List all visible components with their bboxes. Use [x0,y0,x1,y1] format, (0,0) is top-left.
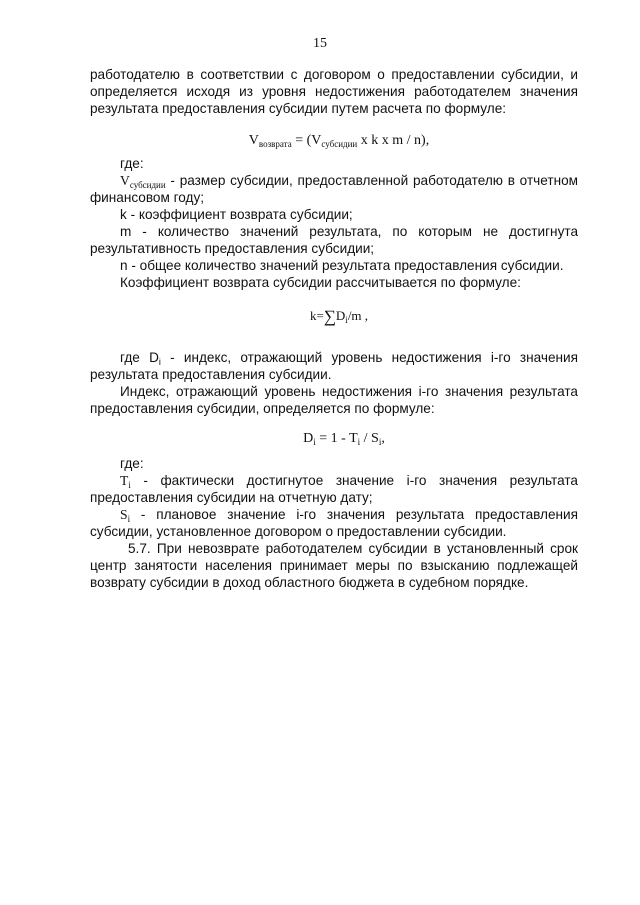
paragraph-line: работодателю в соответствии с договором о предоставлении субсидии, и [90,67,578,82]
symbol: V [120,173,130,188]
index-paragraph-line: предоставления субсидии, определяется по формуле: [90,401,435,416]
formula-index [90,430,578,447]
symbol: T [120,473,129,488]
definition-text: - плановое значение i-го значения результата предоставления [130,507,578,522]
formula-subscript: возврата [258,139,292,149]
where-label: где: [120,456,144,471]
formula-part: k= [309,308,324,323]
definition-m-line: m - количество значений результата, по которым не достигнута [120,224,578,239]
formula-part: / S [360,431,379,446]
definition-text: - индекс, отражающий уровень недостижения i-го значения [160,350,578,365]
formula-subscript: i [357,437,361,447]
clause-5-7-line: возврату субсидии в доход областного бюджета в судебном порядке. [90,575,529,590]
symbol-subscript: i [158,357,161,367]
definition-text: - размер субсидии, предоставленной работодателю в отчетном финансовом году; [90,173,578,205]
formula-return-volume [90,132,578,149]
definition-s-line [90,506,578,523]
index-paragraph-line: Индекс, отражающий уровень недостижения i-го значения результата [120,384,578,399]
definition-di-line: результата предоставления субсидии. [90,367,332,382]
sum-sign: ∑ [323,307,336,326]
document-body [90,66,578,591]
formula-part: V [248,133,259,148]
clause-5-7-line: центр занятости населения принимает меры по взысканию подлежащей [90,558,578,573]
definition-v-subsidy [90,172,578,206]
definition-t-line [90,472,578,489]
formula-part: D [335,308,346,323]
formula-subscript: i [378,437,382,447]
definition-m-line: результативность предоставления субсидии; [90,241,375,256]
formula-part: D [303,431,314,446]
symbol-subscript: i [127,514,131,524]
definition-di-line [90,349,578,366]
definition-t-line: предоставления субсидии на отчетную дату; [90,490,373,505]
formula-subscript: субсидии [321,139,358,149]
formula-subscript: i [313,437,316,447]
formula-coefficient [90,307,578,325]
formula-subscript: i [345,315,348,325]
definition-text: где D [120,350,159,365]
formula-part: /m , [347,308,369,323]
page-number: 15 [313,36,327,51]
where-label: где: [120,156,144,171]
definition-k: k - коэффициент возврата субсидии; [120,207,353,222]
formula-part: x k x m / n), [357,133,430,148]
symbol-subscript: субсидии [129,180,166,190]
definition-s-line: субсидии, установленное договором о предоставлении субсидии. [90,524,507,539]
definition-n: n - общее количество значений результата предоставления субсидии. [120,258,564,273]
clause-5-7-line: 5.7. При невозврате работодателем субсидии в установленный срок [128,541,578,556]
formula-part: = 1 - T [315,431,358,446]
formula-part: , [381,431,385,446]
coefficient-intro: Коэффициент возврата субсидии рассчитывается по формуле: [120,275,521,290]
paragraph-line: результата предоставления субсидии путем расчета по формуле: [90,101,507,116]
symbol: S [120,507,128,522]
formula-part: = (V [291,133,322,148]
symbol-subscript: i [128,480,131,490]
paragraph-line: определяется исходя из уровня недостижения работодателем значения [90,84,578,99]
definition-text: - фактически достигнутое значение i-го значения результата [130,473,578,488]
